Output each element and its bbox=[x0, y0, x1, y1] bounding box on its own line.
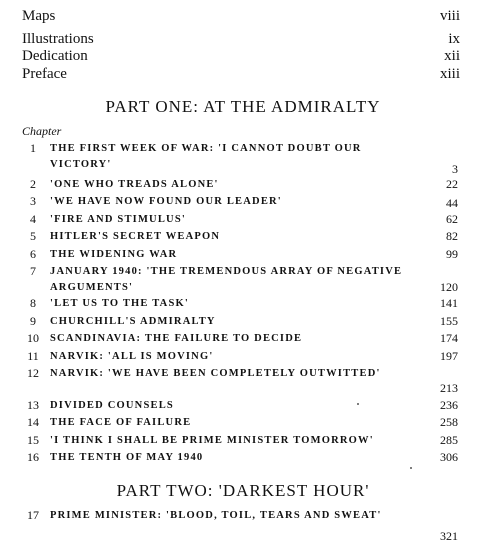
front-matter-label: Illustrations bbox=[22, 31, 94, 47]
chapter-title: JANUARY 1940: 'THE TREMENDOUS ARRAY OF NEGATIVE ARGUMENTS' bbox=[50, 266, 403, 293]
part-two-heading: PART TWO: 'DARKEST HOUR' bbox=[116, 481, 370, 500]
chapter-title: THE WIDENING WAR bbox=[50, 249, 178, 260]
chapter-number: 15 bbox=[27, 433, 39, 447]
front-matter-page: xiii bbox=[439, 66, 460, 82]
front-matter-page: ix bbox=[448, 31, 460, 47]
chapter-number: 9 bbox=[30, 314, 36, 328]
chapter-title: 'I THINK I SHALL BE PRIME MINISTER TOMORROW' bbox=[50, 435, 374, 446]
chapter-number: 6 bbox=[30, 247, 36, 261]
chapter-number: 13 bbox=[27, 398, 39, 412]
chapter-title: 'WE HAVE NOW FOUND OUR LEADER' bbox=[50, 196, 282, 207]
front-matter-label: Dedication bbox=[22, 48, 88, 64]
chapter-page: 141 bbox=[440, 296, 458, 310]
chapter-title: NARVIK: 'ALL IS MOVING' bbox=[50, 351, 214, 362]
chapter-page: 321 bbox=[440, 529, 458, 543]
chapter-title: CHURCHILL'S ADMIRALTY bbox=[50, 316, 216, 327]
chapter-number: 16 bbox=[27, 450, 39, 464]
chapter-number: 12 bbox=[27, 366, 39, 380]
chapter-page: 155 bbox=[440, 314, 458, 328]
chapter-number: 3 bbox=[30, 194, 36, 208]
front-matter-page: xii bbox=[444, 48, 460, 64]
chapter-page: 82 bbox=[446, 229, 458, 243]
print-speck bbox=[357, 403, 359, 405]
front-matter-label: Preface bbox=[22, 66, 67, 82]
chapter-title: THE TENTH OF MAY 1940 bbox=[50, 452, 204, 463]
chapter-page: 285 bbox=[440, 433, 458, 447]
chapter-title: 'FIRE AND STIMULUS' bbox=[50, 214, 186, 225]
chapter-number: 17 bbox=[27, 508, 39, 522]
chapter-title: NARVIK: 'WE HAVE BEEN COMPLETELY OUTWITTED' bbox=[50, 368, 381, 379]
chapter-title: PRIME MINISTER: 'BLOOD, TOIL, TEARS AND SWEAT' bbox=[50, 510, 382, 521]
chapter-number: 8 bbox=[30, 296, 36, 310]
chapter-number: 7 bbox=[30, 264, 36, 278]
chapter-page: 236 bbox=[440, 398, 458, 412]
chapter-page: 62 bbox=[446, 212, 458, 226]
print-speck bbox=[410, 467, 412, 469]
chapter-title: THE FACE OF FAILURE bbox=[50, 417, 192, 428]
chapter-title: DIVIDED COUNSELS bbox=[50, 400, 174, 411]
chapter-page: 174 bbox=[440, 331, 458, 345]
chapter-title: 'LET US TO THE TASK' bbox=[50, 298, 189, 309]
chapter-number: 14 bbox=[27, 415, 39, 429]
chapter-number: 10 bbox=[27, 331, 39, 345]
chapter-title: THE FIRST WEEK OF WAR: 'I CANNOT DOUBT OUR VICTORY' bbox=[50, 143, 362, 170]
chapter-title: SCANDINAVIA: THE FAILURE TO DECIDE bbox=[50, 333, 303, 344]
front-matter-item bbox=[22, 66, 460, 82]
chapter-title: 'ONE WHO TREADS ALONE' bbox=[50, 179, 219, 190]
chapter-page: 3 bbox=[452, 162, 458, 176]
chapter-number: 2 bbox=[30, 177, 36, 191]
chapter-page: 120 bbox=[440, 280, 458, 294]
front-matter-item bbox=[22, 8, 460, 24]
chapter-page: 22 bbox=[446, 177, 458, 191]
chapter-number: 4 bbox=[30, 212, 36, 226]
chapter-title: HITLER'S SECRET WEAPON bbox=[50, 231, 221, 242]
front-matter-label: Maps bbox=[22, 8, 56, 24]
chapter-page: 258 bbox=[440, 415, 458, 429]
part-one-heading: PART ONE: AT THE ADMIRALTY bbox=[105, 97, 381, 116]
chapter-number: 11 bbox=[27, 349, 39, 363]
front-matter-item bbox=[22, 31, 460, 47]
front-matter-item bbox=[22, 48, 460, 64]
chapter-page: 306 bbox=[440, 450, 458, 464]
chapter-page: 197 bbox=[440, 349, 458, 363]
chapter-number: 5 bbox=[30, 229, 36, 243]
chapter-page: 213 bbox=[440, 381, 458, 395]
chapter-page: 99 bbox=[446, 247, 458, 261]
front-matter-page: viii bbox=[439, 8, 460, 24]
chapter-number: 1 bbox=[30, 141, 36, 155]
chapter-page: 44 bbox=[446, 196, 458, 210]
chapter-label: Chapter bbox=[22, 124, 62, 138]
